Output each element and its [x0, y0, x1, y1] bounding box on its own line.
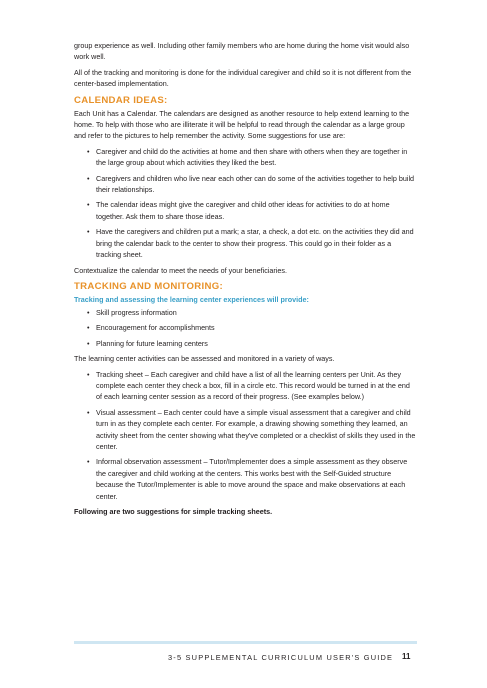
- paragraph-group-experience: group experience as well. Including other family members who are home during the home visit would also work well.: [74, 41, 410, 62]
- document-body: [74, 40, 417, 521]
- list-item: • Tracking sheet – Each caregiver and child have a list of all the learning centers per Unit. As they complete each center they check a box, fill in a circle etc. This record would be turned in at the end of each learning center session as a record of their progress. (See examples below.): [87, 369, 417, 403]
- list-item: • Encouragement for accomplishments: [87, 322, 417, 333]
- paragraph-assessment-ways: The learning center activities can be assessed and monitored in a variety of ways.: [74, 354, 335, 364]
- tracking-subheading: Tracking and assessing the learning center experiences will provide:: [74, 294, 309, 304]
- list-item: • Planning for future learning centers: [87, 338, 417, 349]
- list-item: • Informal observation assessment – Tutor/Implementer does a simple assessment as they observe the caregiver and child working at the centers. This works best with the Self-Guided structure because the Tutor/Implementer is able to move around the space and make observations at each center.: [87, 456, 417, 502]
- list-item: • Caregiver and child do the activities at home and then share with others when they are together in the large group about which activities they liked the best.: [87, 146, 417, 169]
- assessment-methods-list: [74, 369, 417, 502]
- page-number: 11: [402, 652, 411, 661]
- list-item: • The calendar ideas might give the caregiver and child other ideas for activities to do at home together. Ask them to share those ideas.: [87, 199, 417, 222]
- tracking-benefits-list: [74, 307, 417, 349]
- footer-title: 3-5 SUPPLEMENTAL CURRICULUM USER'S GUIDE: [168, 653, 394, 662]
- paragraph-following-suggestions: Following are two suggestions for simple tracking sheets.: [74, 507, 273, 516]
- tracking-monitoring-heading: TRACKING AND MONITORING:: [74, 280, 223, 292]
- list-item: • Caregivers and children who live near each other can do some of the activities together to help build their relationships.: [87, 173, 417, 196]
- list-item: • Have the caregivers and children put a mark; a star, a check, a dot etc. on the activities they did and bring the calendar back to the center to show their progress. This could go in their folder as a tracking sheet.: [87, 226, 417, 260]
- list-item: • Visual assessment – Each center could have a simple visual assessment that a caregiver and child turn in as they complete each center. For example, a drawing showing something they learned, an activity sheet from the center showing what they've completed or a checklist of skills they used in the center.: [87, 407, 417, 453]
- calendar-suggestions-list: [74, 146, 417, 261]
- paragraph-contextualize: Contextualize the calendar to meet the needs of your beneficiaries.: [74, 265, 287, 275]
- footer-rule: [74, 641, 417, 644]
- calendar-ideas-heading: CALENDAR IDEAS:: [74, 94, 168, 106]
- paragraph-calendar-intro: Each Unit has a Calendar. The calendars are designed as another resource to help extend learning to the home. To help with those who are illiterate it will be helpful to read through the calendar as a large group and refer to the pictures to help remember the activity. Some suggestions for use are:: [74, 108, 410, 141]
- list-item: • Skill progress information: [87, 307, 417, 318]
- paragraph-tracking-individual: All of the tracking and monitoring is done for the individual caregiver and child so it is not different from the center-based implementation.: [74, 67, 412, 89]
